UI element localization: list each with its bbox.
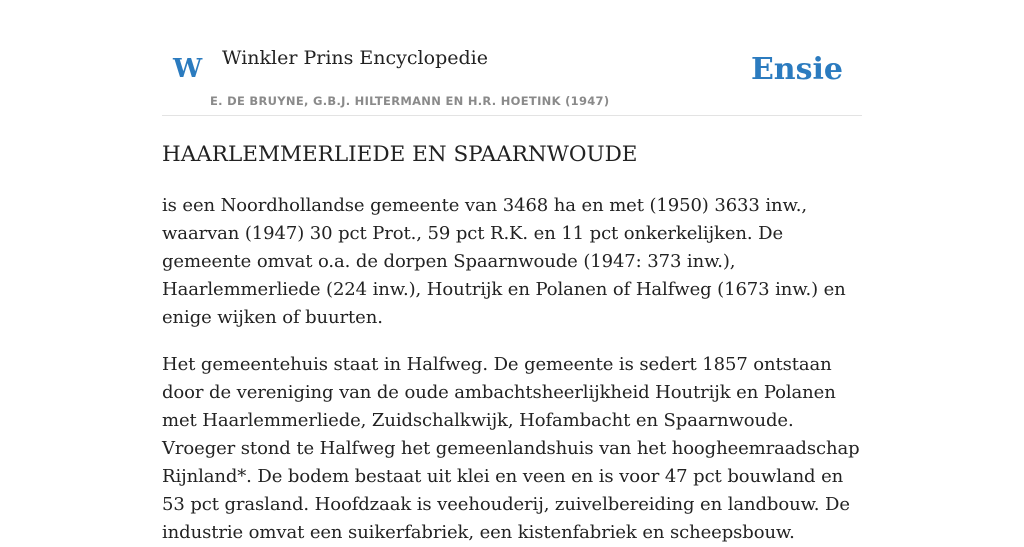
publication-authors: E. DE BRUYNE, G.B.J. HILTERMANN EN H.R. HOETINK (1947) (210, 94, 610, 108)
article (162, 140, 867, 547)
winkler-prins-logo[interactable]: W (173, 54, 203, 84)
header (162, 40, 862, 116)
article-paragraph: is een Noordhollandse gemeente van 3468 ha en met (1950) 3633 inw., waarvan (1947) 30 pct Prot., 59 pct R.K. en 11 pct onkerkelijken. De gemeente omvat o.a. de dorpen Spaarnwoude (1947: 373 inw.), Haarlemmerliede (224 inw.), Houtrijk en Polanen of Halfweg (1673 inw.) en enige wijken of buurten. (162, 195, 846, 328)
ensie-brand-logo[interactable]: Ensie (750, 52, 843, 87)
article-paragraph: Het gemeentehuis staat in Halfweg. De gemeente is sedert 1857 ontstaan door de vereniging van de oude ambachtsheerlijkheid Houtrijk en Polanen met Haarlemmerliede, Zuidschalkwijk, Hofambacht en Spaarnwoude. Vroeger stond te Halfweg het gemeenlandshuis van het hoogheemraadschap Rijnland*. De bodem bestaat uit klei en veen en is voor 47 pct bouwland en 53 pct grasland. Hoofdzaak is veehouderij, zuivelbereiding en landbouw. De industrie omvat een suikerfabriek, een kistenfabriek en scheepsbouw. (162, 354, 860, 543)
article-title: HAARLEMMERLIEDE EN SPAARNWOUDE (162, 142, 638, 167)
publication-title[interactable]: Winkler Prins Encyclopedie (222, 47, 488, 69)
